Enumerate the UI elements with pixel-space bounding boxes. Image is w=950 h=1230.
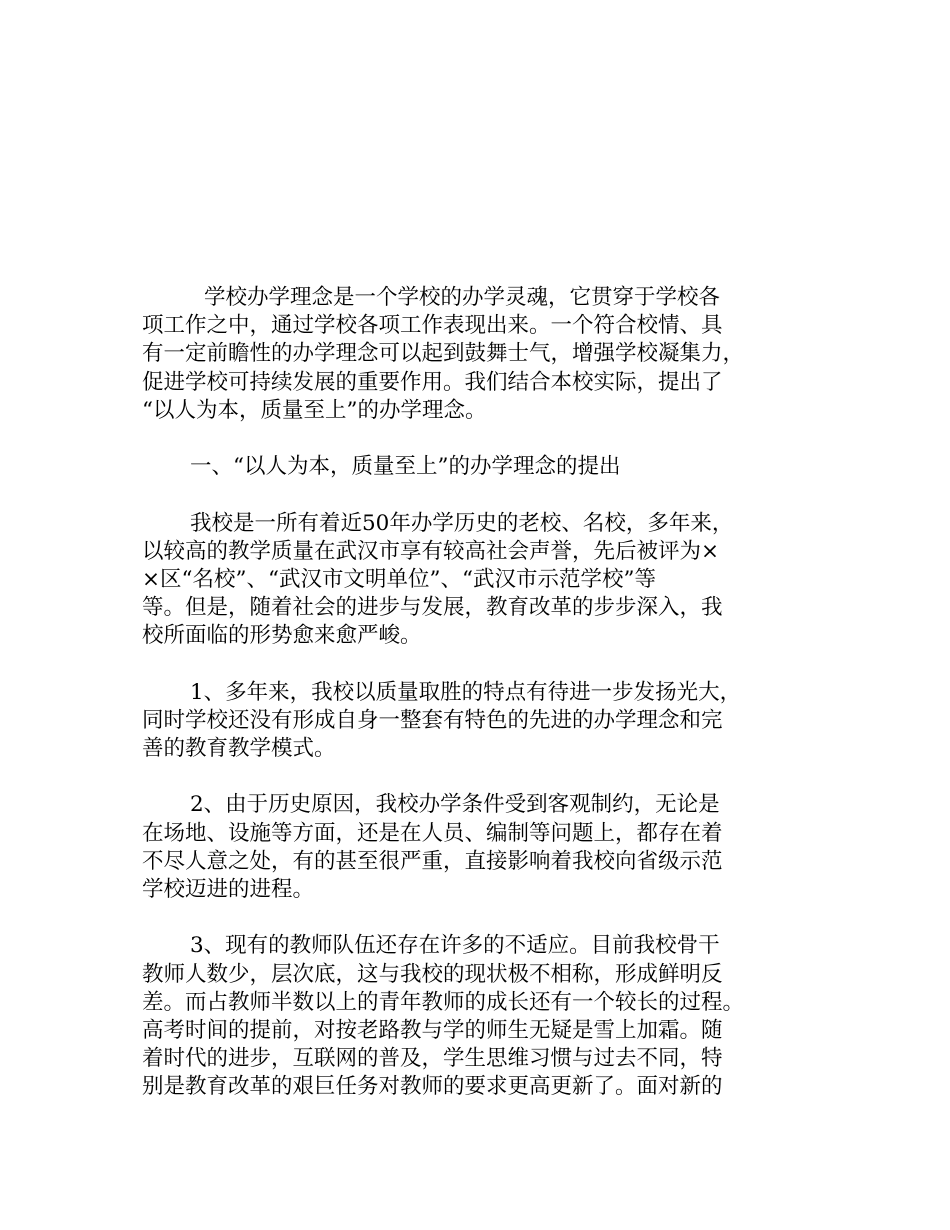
paragraph-point-2 [142,791,832,904]
text-line: 以较高的教学质量在武汉市享有较高社会声誉，先后被评为× [142,538,720,564]
paragraph-point-3 [142,932,832,1101]
text-line: 2、由于历史原因，我校办学条件受到客观制约，无论是 [190,792,720,818]
paragraph-spacer [142,650,832,678]
paragraph-spacer [142,481,832,509]
text-line: ×区“名校”、“武汉市文明单位”、“武汉市示范学校”等 [142,566,656,592]
heading-line: 一、“以人为本，质量至上”的办学理念的提出 [190,454,621,480]
text-line: 别是教育改革的艰巨任务对教师的要求更高更新了。面对新的 [142,1074,723,1100]
paragraph-spacer [142,425,832,453]
text-line: 促进学校可持续发展的重要作用。我们结合本校实际，提出了 [142,369,723,395]
text-line: 差。而占教师半数以上的青年教师的成长还有一个较长的过程。 [142,989,745,1015]
text-line: 高考时间的提前，对按老路教与学的师生无疑是雪上加霜。随 [142,1017,723,1043]
text-line: 不尽人意之处，有的甚至很严重，直接影响着我校向省级示范 [142,848,723,874]
text-line: 校所面临的形势愈来愈严峻。 [142,623,422,649]
text-line: 学校办学理念是一个学校的办学灵魂，它贯穿于学校各 [204,285,721,310]
text-line: 善的教育教学模式。 [142,736,336,761]
paragraph-spacer [142,763,832,791]
text-line: 有一定前瞻性的办学理念可以起到鼓舞士气，增强学校凝集力， [142,341,745,367]
paragraph-point-1 [142,679,832,764]
text-line: 我校是一所有着近50年办学历史的老校、名校，多年来， [190,510,734,536]
text-line: 学校迈进的进程。 [142,876,315,902]
document-body [142,284,832,1101]
text-line: 项工作之中，通过学校各项工作表现出来。一个符合校情、具 [142,313,723,339]
section-heading [142,453,832,481]
paragraph-spacer [142,904,832,932]
text-line: 同时学校还没有形成自身一整套有特色的先进的办学理念和完 [142,707,723,733]
text-line: 在场地、设施等方面，还是在人员、编制等问题上，都存在着 [142,820,723,846]
paragraph-intro [142,284,832,425]
paragraph-background [142,510,832,651]
text-line: 着时代的进步，互联网的普及，学生思维习惯与过去不同，特 [142,1046,723,1072]
text-line: 教师人数少，层次底，这与我校的现状极不相称，形成鲜明反 [142,961,723,987]
text-line: 等。但是，随着社会的进步与发展，教育改革的步步深入，我 [142,595,723,621]
text-line: 3、现有的教师队伍还存在许多的不适应。目前我校骨干 [190,933,720,959]
text-line: 1、多年来，我校以质量取胜的特点有待进一步发扬光大， [190,679,742,705]
text-line: “以人为本，质量至上”的办学理念。 [142,397,487,423]
